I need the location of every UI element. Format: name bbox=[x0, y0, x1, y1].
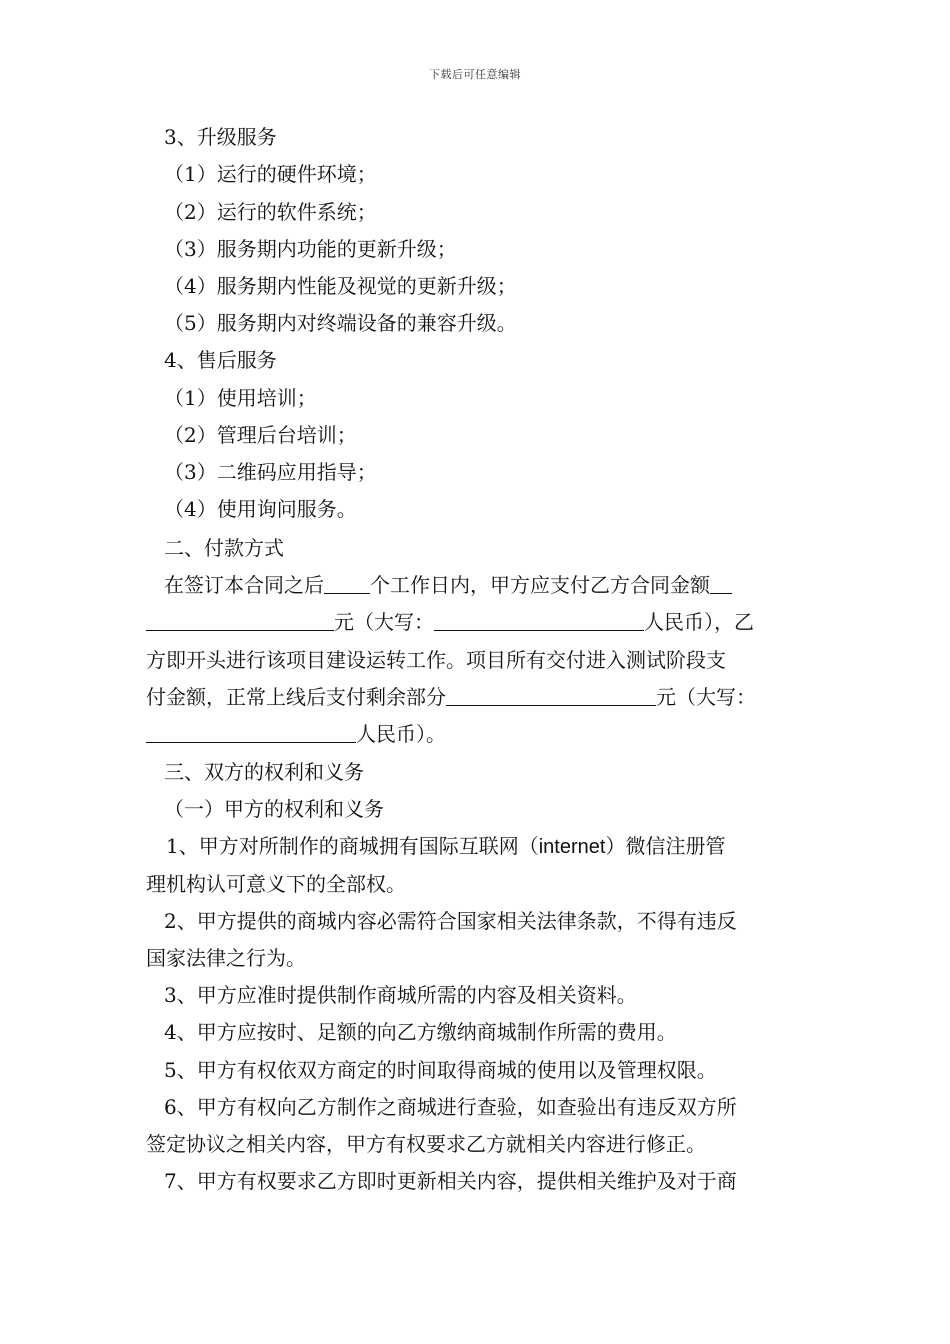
payment-text: 元（大写： bbox=[334, 610, 434, 634]
blank-days bbox=[324, 575, 370, 594]
blank-amount bbox=[146, 612, 334, 631]
list-item: （2）管理后台培训； bbox=[164, 423, 357, 447]
list-item: （2）运行的软件系统； bbox=[164, 200, 377, 224]
clause-4: 4、甲方应按时、足额的向乙方缴纳商城制作所需的费用。 bbox=[164, 1020, 677, 1044]
list-item: （5）服务期内对终端设备的兼容升级。 bbox=[164, 311, 517, 335]
payment-line-4 bbox=[146, 684, 806, 710]
payment-line-3: 方即开头进行该项目建设运转工作。项目所有交付进入测试阶段支 bbox=[146, 648, 726, 672]
list-item: （4）服务期内性能及视觉的更新升级； bbox=[164, 274, 517, 298]
rights-subtitle: （一）甲方的权利和义务 bbox=[164, 797, 384, 821]
blank-amount-words bbox=[434, 612, 644, 631]
blank-amount bbox=[710, 575, 732, 594]
payment-line-5 bbox=[146, 721, 806, 747]
list-item: （3）二维码应用指导； bbox=[164, 460, 377, 484]
latin-term: internet bbox=[538, 836, 606, 858]
clause-7: 7、甲方有权要求乙方即时更新相关内容，提供相关维护及对于商 bbox=[164, 1169, 737, 1193]
clause-2-cont: 国家法律之行为。 bbox=[146, 946, 306, 970]
clause-1-cont: 理机构认可意义下的全部权。 bbox=[146, 872, 406, 896]
clause-text: ）微信注册管 bbox=[605, 834, 726, 858]
blank-remaining bbox=[446, 687, 656, 706]
page-header: 下载后可任意编辑 bbox=[429, 68, 521, 81]
clause-3: 3、甲方应准时提供制作商城所需的内容及相关资料。 bbox=[164, 983, 637, 1007]
list-item: （3）服务期内功能的更新升级； bbox=[164, 237, 457, 261]
clause-2: 2、甲方提供的商城内容必需符合国家相关法律条款，不得有违反 bbox=[164, 909, 737, 933]
payment-text: 在签订本合同之后 bbox=[164, 573, 324, 597]
aftersale-title: 4、售后服务 bbox=[164, 348, 277, 372]
upgrade-title: 3、升级服务 bbox=[164, 125, 277, 149]
list-item: （4）使用询问服务。 bbox=[164, 497, 357, 521]
payment-text: 个工作日内，甲方应支付乙方合同金额 bbox=[370, 573, 710, 597]
clause-6-cont: 签定协议之相关内容，甲方有权要求乙方就相关内容进行修正。 bbox=[146, 1132, 706, 1156]
payment-line-1 bbox=[164, 572, 806, 598]
payment-line-2 bbox=[146, 609, 806, 635]
clause-text: 1、甲方对所制作的商城拥有国际互联网（ bbox=[166, 834, 539, 858]
clause-1 bbox=[166, 833, 826, 860]
payment-text: 付金额，正常上线后支付剩余部分 bbox=[146, 685, 446, 709]
list-item: （1）运行的硬件环境； bbox=[164, 162, 377, 186]
payment-text: 人民币）。 bbox=[356, 722, 446, 746]
blank-remaining-words bbox=[146, 724, 356, 743]
list-item: （1）使用培训； bbox=[164, 386, 317, 410]
payment-text: 人民币），乙 bbox=[644, 610, 754, 634]
clause-5: 5、甲方有权依双方商定的时间取得商城的使用以及管理权限。 bbox=[164, 1058, 717, 1082]
clause-6: 6、甲方有权向乙方制作之商城进行查验，如查验出有违反双方所 bbox=[164, 1095, 737, 1119]
rights-title: 三、双方的权利和义务 bbox=[164, 760, 364, 784]
payment-title: 二、付款方式 bbox=[164, 536, 284, 560]
payment-text: 元（大写： bbox=[656, 685, 756, 709]
